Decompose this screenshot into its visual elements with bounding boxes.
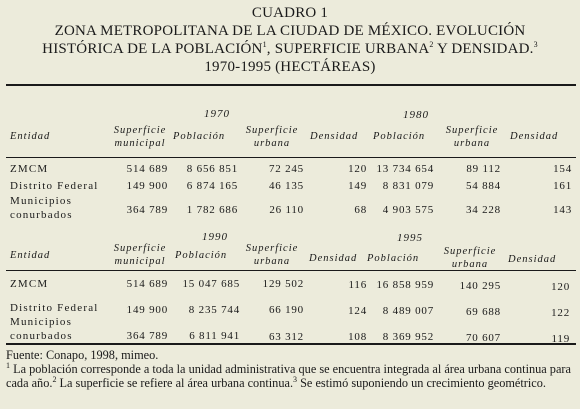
cell-densidad: 68 (354, 204, 367, 216)
header-rule-1 (6, 157, 576, 158)
year-1995: 1995 (397, 232, 423, 244)
cell-poblacion: 6 874 165 (186, 180, 238, 192)
top-rule (6, 84, 576, 86)
row-entity: Distrito Federal (10, 302, 99, 314)
cell-superficie-urbana: 129 502 (262, 278, 304, 290)
table-title-line-1: ZONA METROPOLITANA DE LA CIUDAD DE MÉXICO. EVOLUCIÓN (54, 23, 526, 39)
cell-densidad: 119 (551, 333, 570, 345)
cell-superficie-urbana: 72 245 (268, 163, 304, 175)
cell-superficie-urbana: 54 884 (465, 180, 501, 192)
cell-superficie-urbana: 66 190 (268, 304, 304, 316)
header-densidad-1980: Densidad (510, 131, 559, 142)
cell-superficie-municipal: 149 900 (126, 304, 168, 316)
cell-poblacion: 8 369 952 (382, 331, 434, 343)
header-superficie-municipal: Superficie municipal (113, 243, 167, 267)
cell-superficie-urbana: 70 607 (465, 332, 501, 344)
cell-densidad: 154 (553, 163, 572, 175)
header-superficie-urbana-1970: Superficie urbana (245, 125, 299, 149)
year-1980: 1980 (403, 109, 429, 121)
header-superficie-urbana-1995: Superficie urbana (443, 246, 497, 270)
table-title-line-2: HISTÓRICA DE LA POBLACIÓN$^1$, SUPERFICIE URBANA$^2$ Y DENSIDAD.$^3$ (42, 40, 538, 57)
header-poblacion-1995: Población (367, 253, 420, 264)
cell-superficie-urbana: 63 312 (268, 331, 304, 343)
header-superficie-urbana-1980: Superficie urbana (445, 125, 499, 149)
table-number: CUADRO 1 (251, 5, 329, 21)
header-superficie-municipal: Superficie municipal (113, 125, 167, 149)
cell-poblacion: 16 858 959 (376, 279, 434, 291)
footnotes: $^1$ La población corresponde a toda la unidad administrativa que se encuentra integrada al área urbana continua para cada año.$^2$ La superficie se refiere al área urbana continua.$^3$ Se estimó suponiendo un crecimiento geométrico. (6, 360, 571, 390)
cell-poblacion: 8 831 079 (382, 180, 434, 192)
cell-poblacion: 8 489 007 (382, 305, 434, 317)
cell-superficie-municipal: 514 689 (126, 278, 168, 290)
cell-superficie-urbana: 26 110 (269, 204, 304, 216)
cell-superficie-urbana: 69 688 (465, 306, 501, 318)
cell-densidad: 120 (551, 281, 570, 293)
cell-superficie-municipal: 149 900 (126, 180, 168, 192)
row-entity: Municipios (10, 316, 73, 328)
header-densidad-1990: Densidad (309, 253, 358, 264)
cell-poblacion: 8 235 744 (188, 304, 240, 316)
cell-densidad: 149 (348, 180, 367, 192)
header-entidad: Entidad (10, 131, 51, 142)
cell-densidad: 143 (553, 204, 572, 216)
cell-densidad: 116 (348, 279, 367, 291)
cell-superficie-urbana: 89 112 (466, 163, 501, 175)
cell-poblacion: 13 734 654 (376, 163, 434, 175)
cell-densidad: 122 (551, 307, 570, 319)
row-entity: ZMCM (10, 163, 49, 175)
cell-poblacion: 15 047 685 (182, 278, 240, 290)
header-superficie-urbana-1990: Superficie urbana (245, 243, 299, 267)
cell-superficie-urbana: 140 295 (459, 280, 501, 292)
year-1970: 1970 (204, 108, 230, 120)
row-entity-continuation: conurbados (10, 209, 73, 221)
header-entidad: Entidad (10, 250, 51, 261)
cell-superficie-urbana: 46 135 (268, 180, 304, 192)
header-poblacion-1990: Población (175, 250, 228, 261)
cell-poblacion: 4 903 575 (382, 204, 434, 216)
year-1990: 1990 (202, 231, 228, 243)
row-entity-continuation: conurbados (10, 330, 73, 342)
cell-poblacion: 1 782 686 (186, 204, 238, 216)
cell-superficie-municipal: 364 789 (126, 204, 168, 216)
cell-densidad: 120 (348, 163, 367, 175)
header-poblacion-1980: Población (373, 131, 426, 142)
cell-poblacion: 8 656 851 (186, 163, 238, 175)
cell-densidad: 124 (348, 305, 367, 317)
source-note: Fuente: Conapo, 1998, mimeo. (6, 348, 159, 362)
header-densidad-1970: Densidad (310, 131, 359, 142)
row-entity: Distrito Federal (10, 180, 99, 192)
row-entity: ZMCM (10, 278, 49, 290)
header-densidad-1995: Densidad (508, 254, 557, 265)
cell-superficie-municipal: 364 789 (126, 330, 168, 342)
cell-densidad: 108 (348, 331, 367, 343)
header-poblacion-1970: Población (173, 131, 226, 142)
cell-densidad: 161 (553, 180, 572, 192)
cell-superficie-urbana: 34 228 (465, 204, 501, 216)
cell-superficie-municipal: 514 689 (126, 163, 168, 175)
row-entity: Municipios (10, 195, 73, 207)
table-title-line-3: 1970-1995 (HECTÁREAS) (204, 59, 376, 75)
cell-poblacion: 6 811 941 (189, 330, 240, 342)
